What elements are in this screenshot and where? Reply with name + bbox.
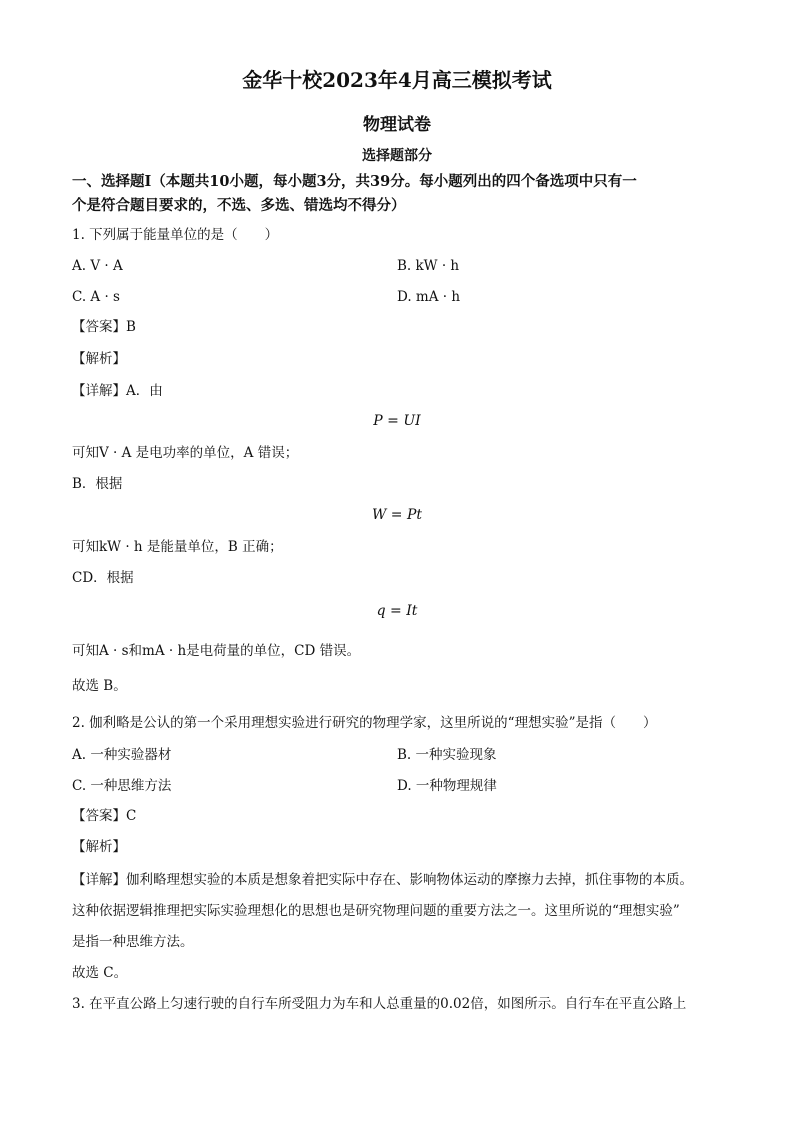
q1-analysis-label: 【解析】 bbox=[72, 351, 126, 367]
q1-conclusion: 故选 B。 bbox=[72, 678, 127, 694]
instructions-line-2: 个是符合题目要求的，不选、多选、错选均不得分） bbox=[72, 197, 406, 214]
q1-explanation-3: 可知kW · h 是能量单位，B 正确； bbox=[72, 539, 283, 555]
instructions-line-1: 一、选择题Ⅰ（本题共10小题，每小题3分，共39分。每小题列出的四个备选项中只有一 bbox=[72, 173, 637, 190]
q2-analysis-label: 【解析】 bbox=[72, 839, 126, 855]
q2-detail-3: 是指一种思维方法。 bbox=[72, 934, 194, 950]
q1-explanation-1: 可知V · A 是电功率的单位，A 错误； bbox=[72, 445, 299, 461]
q2-option-c: C. 一种思维方法 bbox=[72, 778, 172, 794]
q1-formula-work: W = Pt bbox=[371, 507, 423, 523]
q1-stem: 1. 下列属于能量单位的是（ ） bbox=[72, 227, 279, 243]
q1-option-c: C. A · s bbox=[72, 289, 120, 305]
q2-option-b: B. 一种实验现象 bbox=[397, 747, 497, 763]
q1-option-a: A. V · A bbox=[72, 258, 123, 274]
q1-option-b: B. kW · h bbox=[397, 258, 460, 274]
q2-detail-2: 这种依据逻辑推理把实际实验理想化的思想也是研究物理问题的重要方法之一。这里所说的“理想实验” bbox=[72, 903, 680, 919]
q1-formula-power: P = UI bbox=[373, 413, 421, 429]
exam-title: 金华十校2023年4月高三模拟考试 bbox=[242, 68, 552, 92]
q2-conclusion: 故选 C。 bbox=[72, 965, 128, 981]
section-heading: 选择题部分 bbox=[362, 148, 432, 164]
q2-answer: 【答案】C bbox=[72, 808, 137, 824]
q2-detail-1: 【详解】伽利略理想实验的本质是想象着把实际中存在、影响物体运动的摩擦力去掉，抓住事物的本质。 bbox=[72, 872, 693, 888]
q1-answer: 【答案】B bbox=[72, 319, 136, 335]
q1-explanation-2: B．根据 bbox=[72, 476, 123, 492]
q1-explanation-4: CD．根据 bbox=[72, 570, 134, 586]
q1-explanation-5: 可知A · s和mA · h是电荷量的单位，CD 错误。 bbox=[72, 643, 361, 659]
q2-stem: 2. 伽利略是公认的第一个采用理想实验进行研究的物理学家，这里所说的“理想实验”是指（ ） bbox=[72, 715, 657, 731]
q3-stem: 3. 在平直公路上匀速行驶的自行车所受阻力为车和人总重量的0.02倍，如图所示。自行车在平直公路上 bbox=[72, 996, 687, 1012]
q1-option-d: D. mA · h bbox=[397, 289, 461, 305]
q1-formula-charge: q = It bbox=[376, 603, 418, 619]
q2-option-a: A. 一种实验器材 bbox=[72, 747, 172, 763]
q2-option-d: D. 一种物理规律 bbox=[397, 778, 497, 794]
q1-detail: 【详解】A．由 bbox=[72, 383, 163, 399]
exam-subtitle: 物理试卷 bbox=[363, 115, 431, 135]
